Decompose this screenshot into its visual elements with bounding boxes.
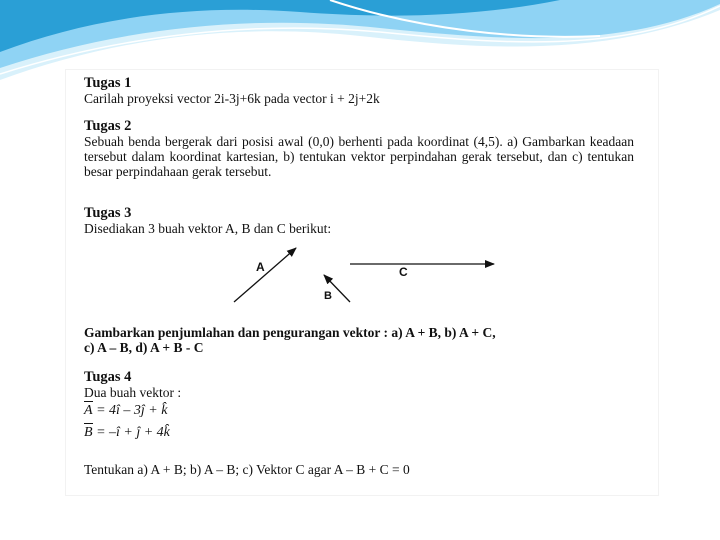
tugas-4 [84, 370, 634, 444]
equation-b-rhs: = –î + ĵ + 4k̂ [92, 425, 170, 440]
equation-b [84, 422, 634, 444]
tugas-4-title: Tugas 4 [84, 369, 132, 385]
tugas-1-text: Carilah proyeksi vector 2i-3j+6k pada vector i + 2j+2k [84, 91, 380, 106]
tugas-2-title: Tugas 2 [84, 118, 132, 134]
tugas-3-question-line-2: c) A – B, d) A + B - C [84, 340, 204, 355]
vector-a-label: A [256, 260, 265, 274]
vector-c-label: C [399, 265, 408, 279]
tugas-1-title: Tugas 1 [84, 75, 132, 91]
scanned-document [66, 70, 658, 495]
tugas-4-question-text: Tentukan a) A + B; b) A – B; c) Vektor C agar A – B + C = 0 [84, 462, 410, 477]
tugas-4-question [84, 462, 634, 477]
tugas-4-intro: Dua buah vektor : [84, 385, 182, 400]
tugas-3-intro: Disediakan 3 buah vektor A, B dan C berikut: [84, 221, 332, 236]
vector-a-arrow [234, 248, 296, 302]
vector-b-label: B [324, 290, 332, 302]
vector-b-symbol: B [84, 422, 93, 444]
tugas-3-question [84, 325, 634, 355]
tugas-2-text: Sebuah benda bergerak dari posisi awal (0,0) berhenti pada koordinat (4,5). a) Gambarkan keadaan tersebut dalam koordinat kartesian, b) tentukan vektor perpindahan gerak tersebut, dan c) tentukan besar perpindahaan gerak tersebut. [84, 134, 634, 179]
tugas-3-title: Tugas 3 [84, 205, 132, 221]
equation-a [84, 400, 634, 422]
equation-a-rhs: = 4î – 3ĵ + k̂ [92, 403, 168, 418]
tugas-3-question-line-1: Gambarkan penjumlahan dan pengurangan vektor : a) A + B, b) A + C, [84, 325, 496, 340]
vector-a-symbol: A [84, 400, 93, 422]
